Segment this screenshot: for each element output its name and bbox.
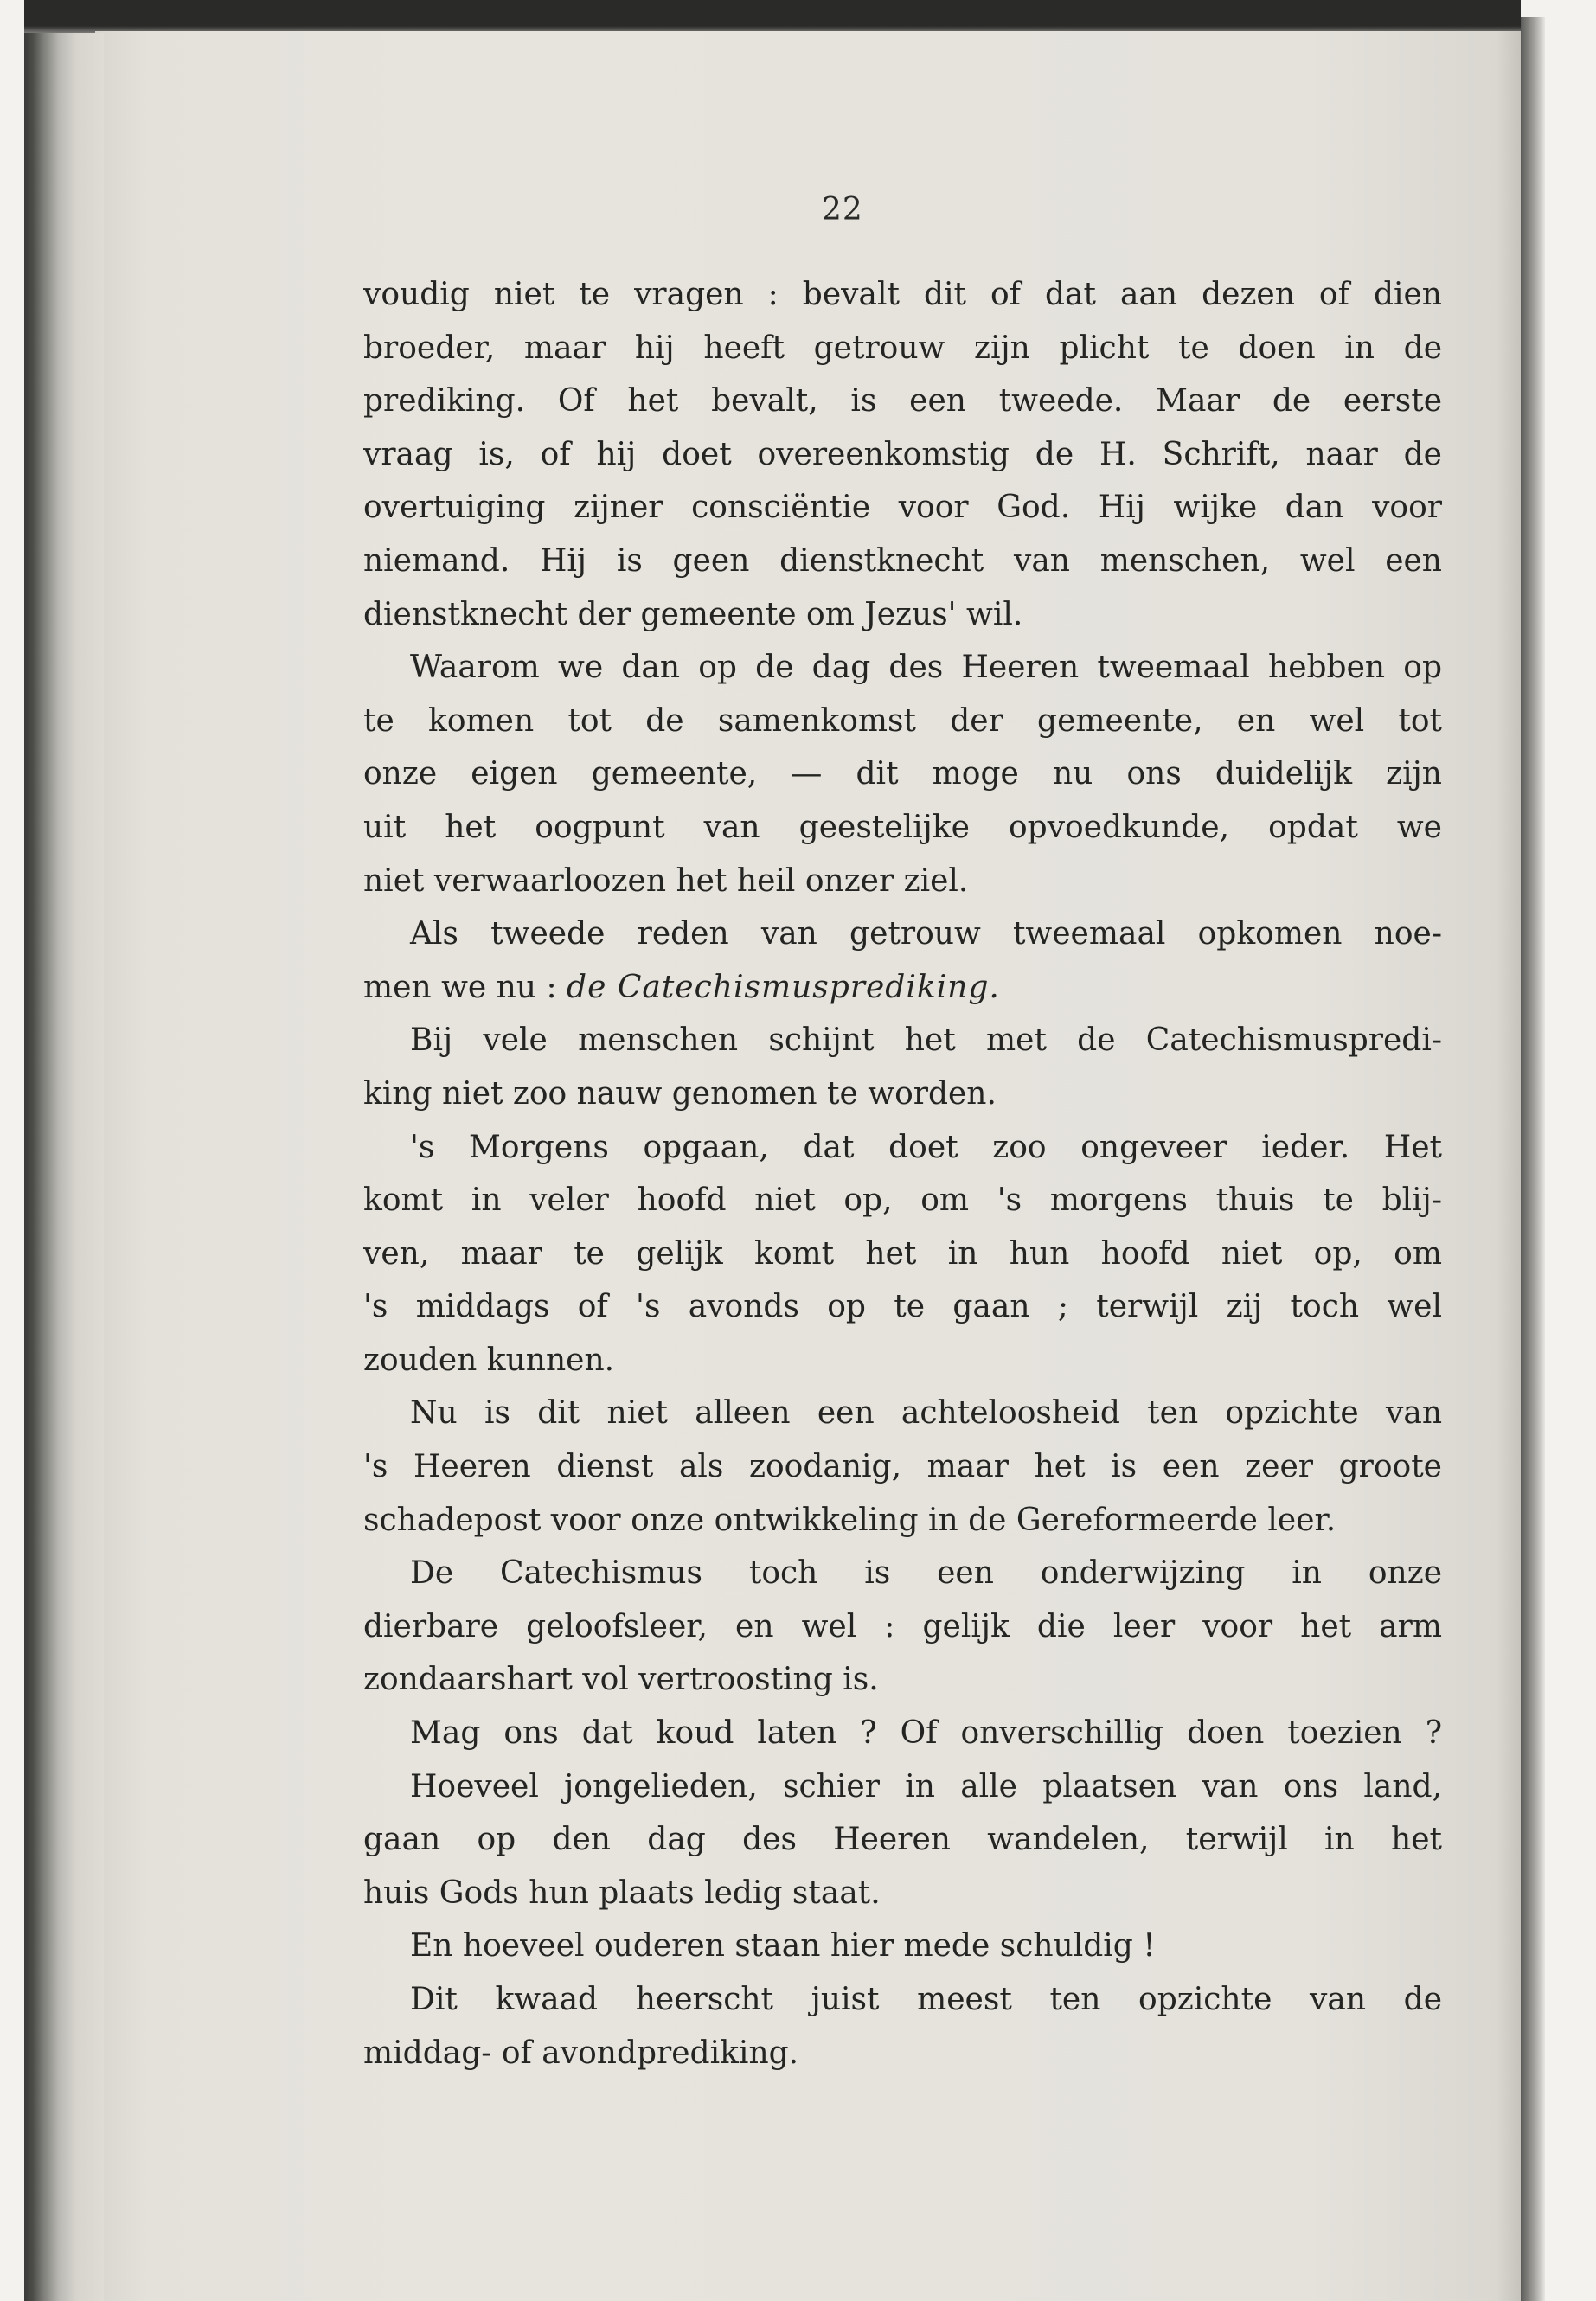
text-line-content: king niet zoo nauw genomen te worden.	[363, 1075, 997, 1112]
text-line-content: Mag ons dat koud laten ? Of onverschillig doen toezien ?	[410, 1715, 1442, 1752]
text-line	[363, 1760, 1442, 1814]
text-line	[363, 1600, 1442, 1654]
text-line-content: uit het oogpunt van geestelijke opvoedkunde, opdat we	[363, 809, 1442, 845]
text-line	[363, 1227, 1442, 1281]
text-line-content: dierbare geloofsleer, en wel : gelijk die leer voor het arm	[363, 1608, 1442, 1644]
text-line-content: zondaarshart vol vertroosting is.	[363, 1662, 879, 1698]
text-line-content: men we nu :	[363, 969, 557, 1005]
text-line-content: overtuiging zijner consciëntie voor God. Hij wijke dan voor	[363, 490, 1442, 526]
text-line-content: zouden kunnen.	[363, 1342, 615, 1378]
text-line	[363, 588, 1442, 642]
text-line-content: niemand. Hij is geen dienstknecht van menschen, wel een	[363, 542, 1442, 579]
text-line	[363, 1387, 1442, 1440]
text-line	[363, 1653, 1442, 1707]
italic-phrase: de Catechismusprediking.	[567, 969, 1000, 1005]
text-line	[363, 961, 1442, 1015]
text-line-content: Waarom we dan op de dag des Heeren tweemaal hebben op	[410, 650, 1442, 686]
page-number: 22	[822, 192, 863, 228]
page-edge-shadow	[1521, 17, 1545, 2301]
text-line-content: schadepost voor onze ontwikkeling in de Gereformeerde leer.	[363, 1502, 1336, 1538]
text-line-content: te komen tot de samenkomst der gemeente, en wel tot	[363, 702, 1442, 739]
text-line	[363, 1067, 1442, 1121]
text-line	[363, 1867, 1442, 1920]
text-line	[363, 695, 1442, 748]
text-line	[363, 907, 1442, 961]
text-line-content: niet verwaarloozen het heil onzer ziel.	[363, 862, 969, 899]
text-line	[363, 801, 1442, 855]
book-spine	[24, 33, 104, 2301]
text-line	[363, 855, 1442, 908]
text-line-content: voudig niet te vragen : bevalt dit of dat aan dezen of dien	[363, 277, 1442, 312]
text-line	[363, 1494, 1442, 1548]
text-line	[363, 481, 1442, 535]
text-line	[363, 428, 1442, 482]
text-line	[363, 747, 1442, 801]
text-line-content: Hoeveel jongelieden, schier in alle plaatsen van ons land,	[410, 1768, 1442, 1804]
text-line	[363, 1813, 1442, 1867]
text-line-content: middag- of avondprediking.	[363, 2035, 799, 2071]
body-text	[363, 268, 1442, 2080]
book-top-edge	[24, 0, 1521, 35]
text-line-content: prediking. Of het bevalt, is een tweede. Maar de eerste	[363, 383, 1442, 420]
text-line-content: broeder, maar hij heeft getrouw zijn plicht te doen in de	[363, 330, 1442, 366]
text-line-content: vraag is, of hij doet overeenkomstig de H. Schrift, naar de	[363, 436, 1442, 472]
text-line	[363, 375, 1442, 428]
text-line	[363, 1014, 1442, 1067]
text-line-content: 's middags of 's avonds op te gaan ; terwijl zij toch wel	[363, 1289, 1442, 1325]
text-line-content: huis Gods hun plaats ledig staat.	[363, 1875, 881, 1911]
text-line-content: Als tweede reden van getrouw tweemaal opkomen noe-	[410, 916, 1442, 952]
text-line	[363, 2027, 1442, 2080]
text-line-content: Dit kwaad heerscht juist meest ten opzichte van de	[410, 1982, 1442, 2017]
text-line	[363, 1440, 1442, 1494]
text-line-content: Bij vele menschen schijnt het met de Catechismuspredi-	[410, 1022, 1442, 1059]
text-line	[363, 1174, 1442, 1227]
text-line-content: 's Heeren dienst als zoodanig, maar het is een zeer groote	[363, 1449, 1442, 1485]
text-line-content: Nu is dit niet alleen een achteloosheid ten opzichte van	[410, 1395, 1442, 1432]
text-line	[363, 641, 1442, 695]
text-line-content: De Catechismus toch is een onderwijzing in onze	[410, 1555, 1442, 1592]
text-line	[363, 1280, 1442, 1334]
text-line	[363, 268, 1442, 322]
text-line	[363, 1121, 1442, 1175]
text-line-content: ven, maar te gelijk komt het in hun hoofd niet op, om	[363, 1235, 1442, 1272]
text-line-content: komt in veler hoofd niet op, om 's morgens thuis te blij-	[363, 1183, 1442, 1219]
text-line-content: 's Morgens opgaan, dat doet zoo ongeveer ieder. Het	[410, 1129, 1442, 1165]
text-line	[363, 1547, 1442, 1600]
text-line	[363, 1973, 1442, 2027]
text-line-content: dienstknecht der gemeente om Jezus' wil.	[363, 596, 1023, 632]
text-line	[363, 1707, 1442, 1760]
text-line-content: onze eigen gemeente, — dit moge nu ons duidelijk zijn	[363, 756, 1442, 792]
text-line	[363, 535, 1442, 588]
text-line-content: gaan op den dag des Heeren wandelen, terwijl in het	[363, 1822, 1442, 1858]
text-line	[363, 322, 1442, 375]
text-line	[363, 1334, 1442, 1388]
text-line-content: En hoeveel ouderen staan hier mede schuldig !	[410, 1928, 1156, 1965]
text-line	[363, 1920, 1442, 1973]
